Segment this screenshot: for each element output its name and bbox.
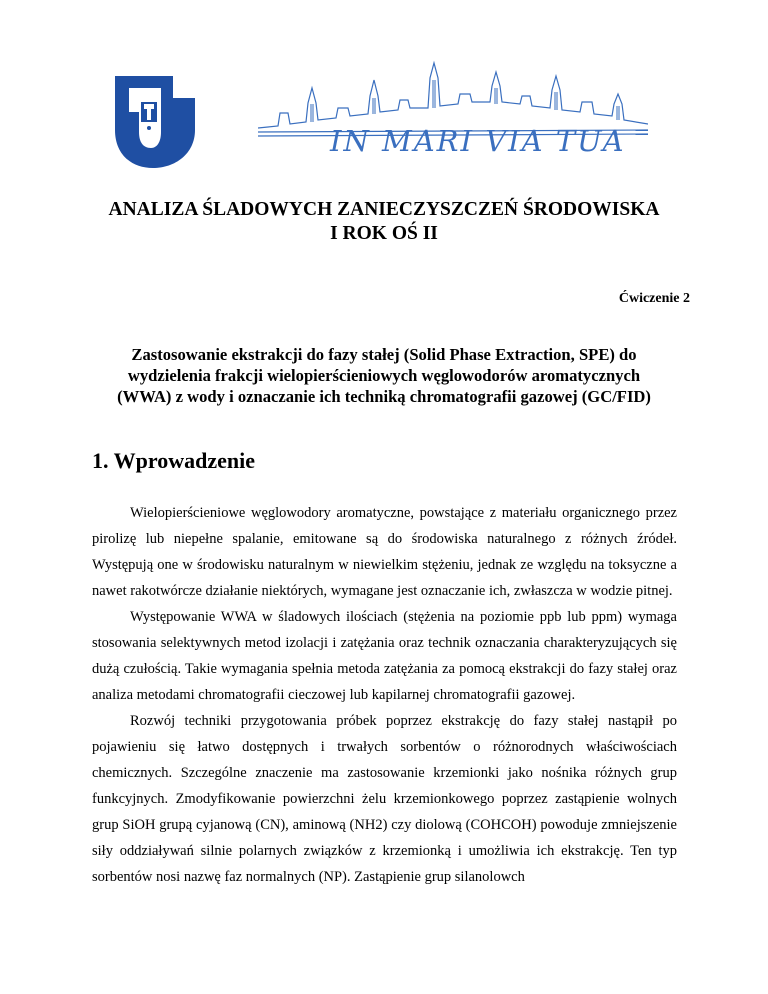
section-heading: 1. Wprowadzenie (92, 448, 255, 473)
paragraph-3: Rozwój techniki przygotowania próbek poprzez ekstrakcję do fazy stałej nastąpił po pojawieniu się łatwo dostępnych i trwałych sorbentów o różnorodnych właściwościach chemicznych. Szczególne znaczenie ma zastosowanie krzemionki jako nośnika różnych grup funkcyjnych. Zmodyfikowanie powierzchni żelu krzemionkowego poprzez zastąpienie wolnych grup SiOH grupą cyjanową (CN), aminową (NH2) czy diolową (COHCOH) powoduje zmniejszenie siły oddziaływań silnie polarnych związków z krzemionką i umożliwia ich ekstrakcję. Ten typ sorbentów nosi nazwę faz normalnych (NP). Zastąpienie grup silanolowch (92, 713, 677, 885)
paragraph-2: Występowanie WWA w śladowych ilościach (stężenia na poziomie ppb lub ppm) wymaga stosowania selektywnych metod izolacji i zatężania oraz technik oznaczania charakteryzujących się dużą czułością. Takie wymagania spełnia metoda zatężania za pomocą ekstrakcji do fazy stałej oraz analiza metodami chromatografii cieczowej lub kapilarnej chromatografii gazowej. (92, 609, 677, 703)
subject-line-2: wydzielenia frakcji wielopierścieniowych węglowodorów aromatycznych (127, 366, 641, 385)
motto-text: IN MARI VIA TUA (330, 124, 626, 158)
subject-line-1: Zastosowanie ekstrakcji do fazy stałej (Solid Phase Extraction, SPE) do (131, 345, 637, 364)
body-text (92, 500, 677, 890)
title-line-1: ANALIZA ŚLADOWYCH ZANIECZYSZCZEŃ ŚRODOWISKA (108, 199, 660, 220)
title-line-2: I ROK OŚ II (330, 223, 438, 244)
exercise-subject (40, 344, 728, 407)
page-header (0, 0, 768, 175)
exercise-label: Ćwiczenie 2 (618, 291, 690, 306)
paragraph-1: Wielopierścieniowe węglowodory aromatyczne, powstające z materiału organicznego przez pirolizę lub niepełne spalanie, emitowane są do środowiska naturalnego z różnych źródeł. Występują one w środowisku naturalnym w niewielkim stężeniu, jednak ze względu na toksyczne a nawet rakotwórcze działanie niektórych, wymagane jest oznaczanie ich, zwłaszcza w wodzie pitnej. (92, 505, 677, 599)
document-title (40, 198, 728, 246)
subject-line-3: (WWA) z wody i oznaczanie ich techniką chromatografii gazowej (GC/FID) (117, 387, 651, 406)
university-logo-icon (95, 68, 215, 170)
